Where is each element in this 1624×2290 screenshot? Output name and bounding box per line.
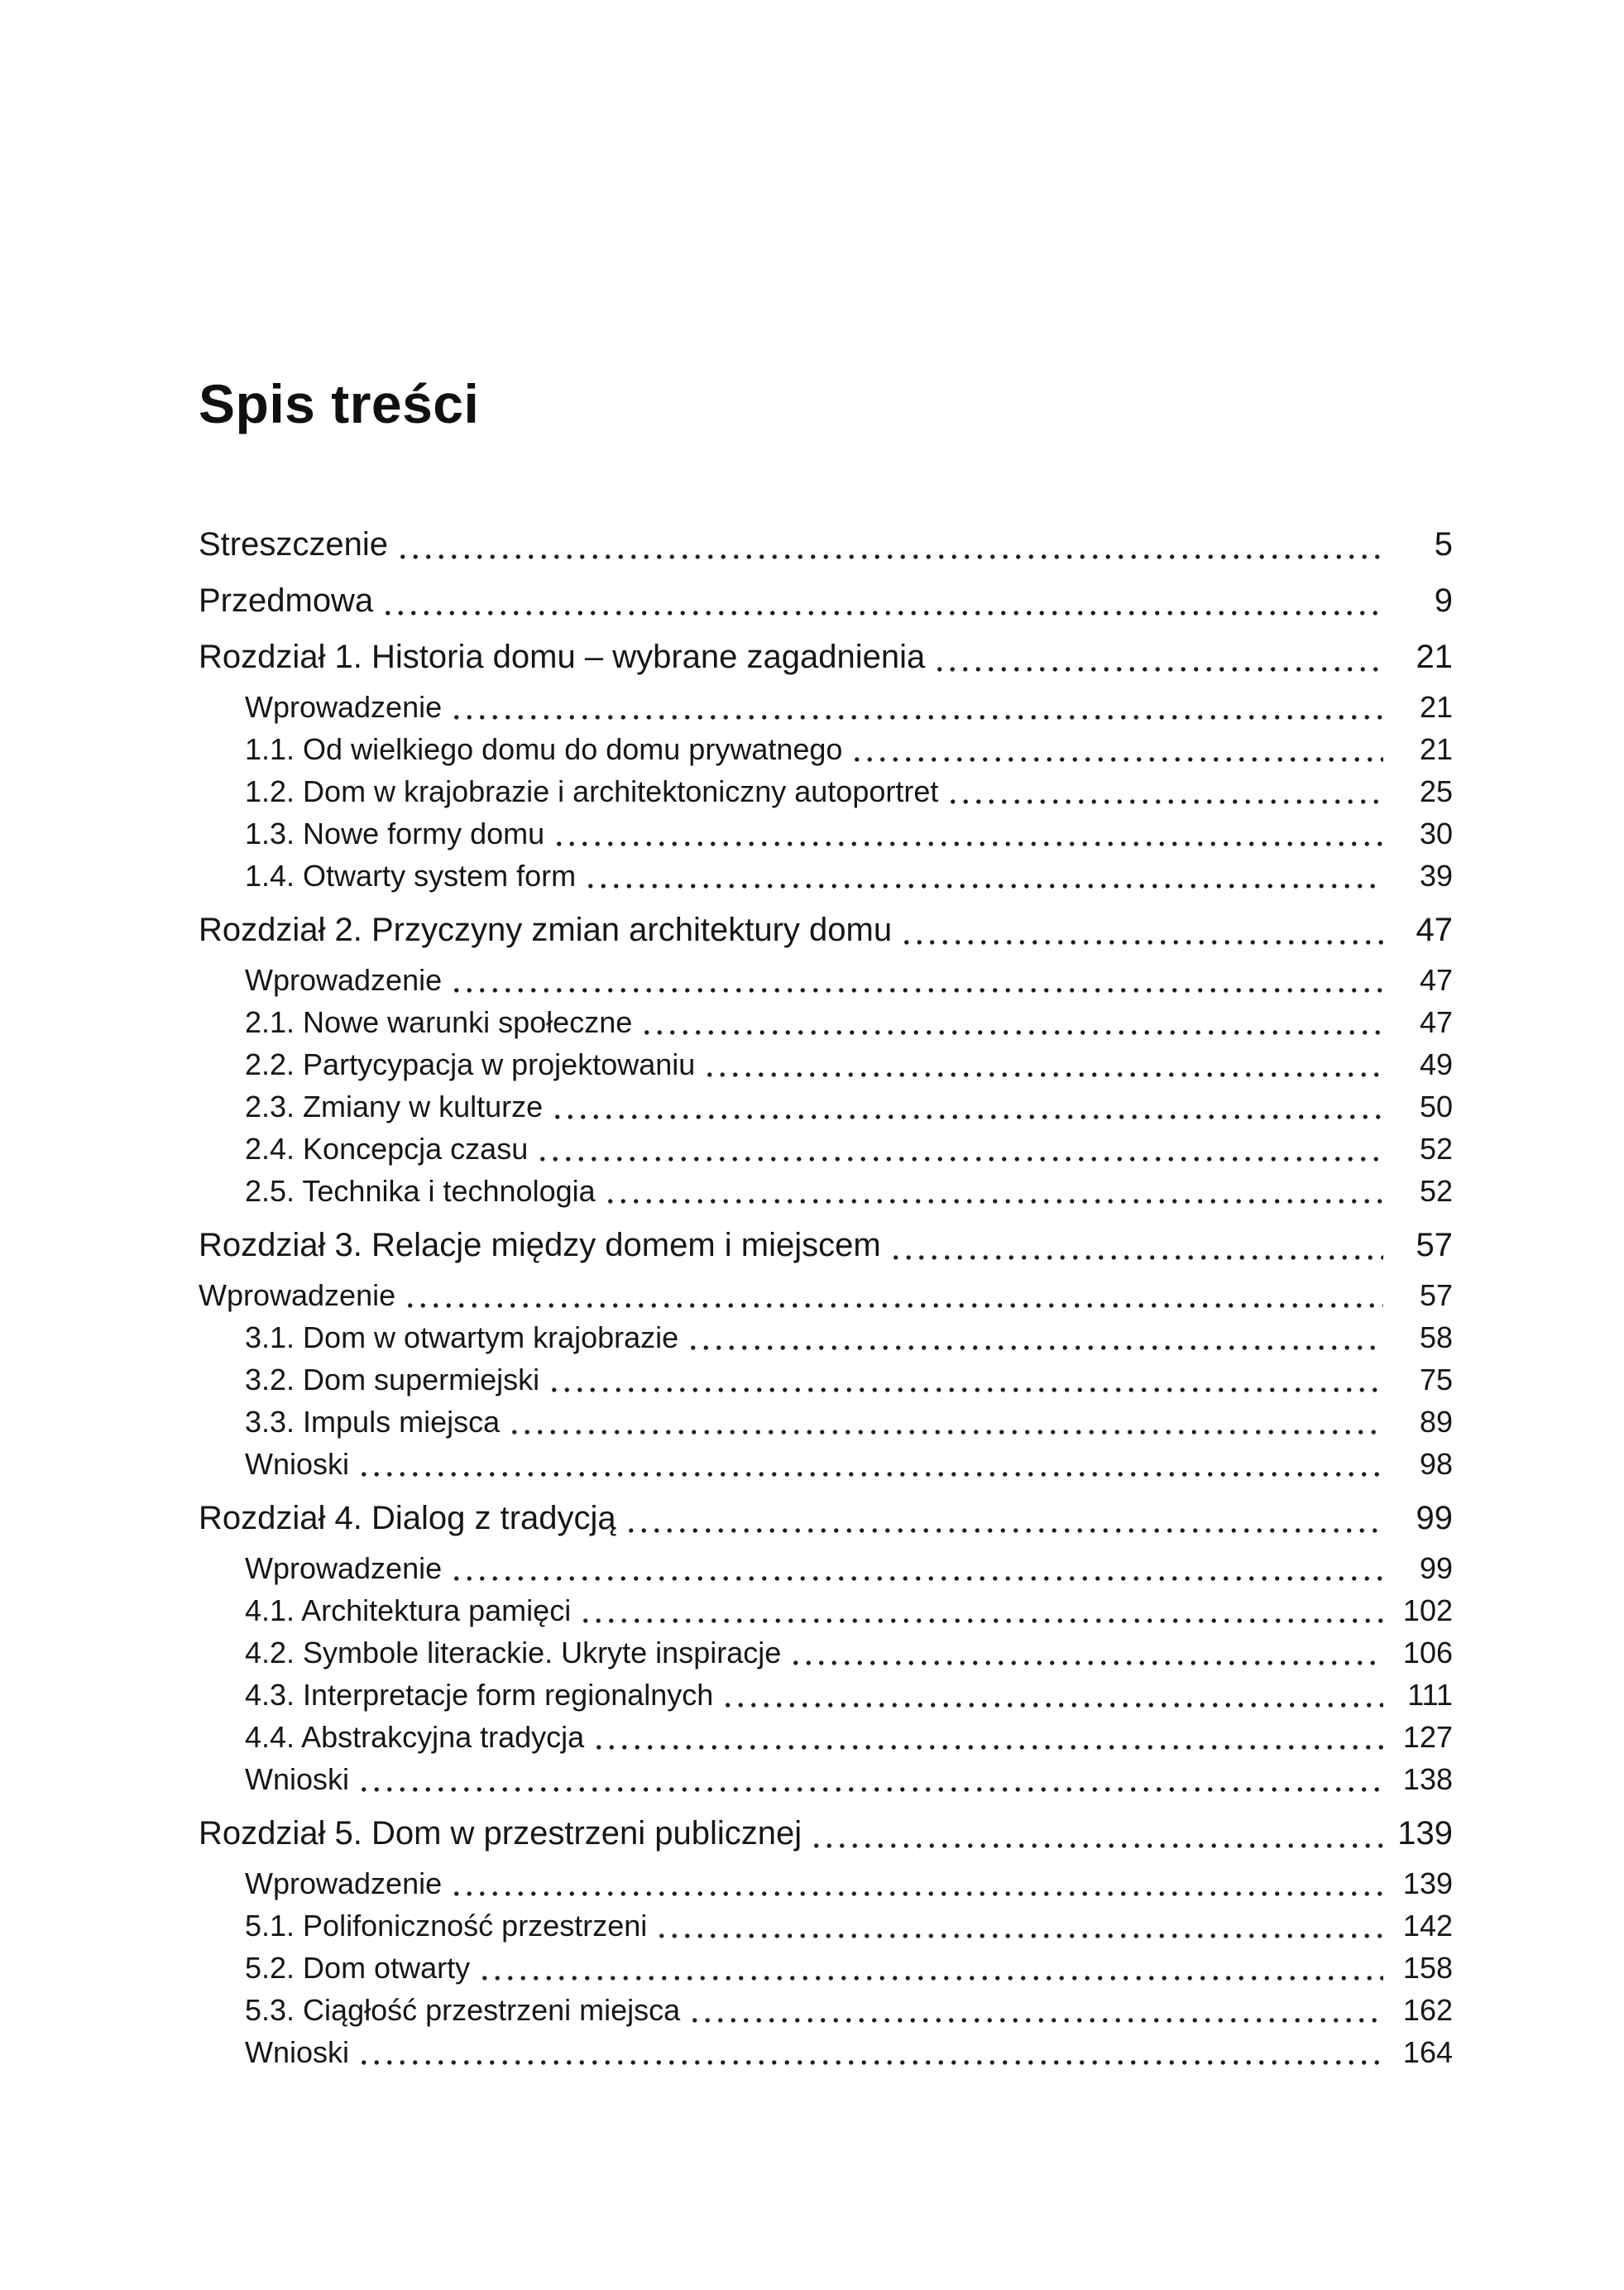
toc-dotted-leader xyxy=(450,1576,1383,1581)
toc-entry-label: Streszczenie xyxy=(199,526,388,563)
toc-dotted-leader xyxy=(703,1072,1383,1077)
toc-entry-page: 49 xyxy=(1419,1047,1453,1081)
toc-entry-page: 39 xyxy=(1419,859,1453,893)
toc-entry xyxy=(199,1589,1453,1631)
toc-dotted-leader xyxy=(625,1528,1383,1533)
toc-entry xyxy=(199,1989,1453,2031)
toc-entry xyxy=(199,1316,1453,1358)
toc-entry xyxy=(199,855,1453,897)
toc-entry-label: Wprowadzenie xyxy=(245,963,443,997)
toc-entry xyxy=(199,1128,1453,1170)
toc-dotted-leader xyxy=(850,757,1383,762)
toc-entry-page: 25 xyxy=(1419,774,1453,808)
toc-entry-label: 1.1. Od wielkiego domu do domu prywatnego xyxy=(245,732,843,766)
toc-entry-page: 21 xyxy=(1416,639,1453,675)
toc-dotted-leader xyxy=(721,1703,1383,1708)
toc-entry-page: 5 xyxy=(1434,526,1453,563)
toc-dotted-leader xyxy=(357,1472,1383,1477)
toc-entry-page: 89 xyxy=(1419,1405,1453,1439)
toc-entry-label: 4.1. Architektura pamięci xyxy=(245,1593,572,1627)
toc-entry-page: 162 xyxy=(1402,1993,1453,2027)
toc-entry-label: Rozdział 3. Relacje między domem i miejscem xyxy=(199,1227,881,1263)
toc-entry-label: 3.2. Dom supermiejski xyxy=(245,1363,540,1397)
toc-entry-label: 4.2. Symbole literackie. Ukryte inspiracje xyxy=(245,1636,782,1670)
toc-entry xyxy=(199,1631,1453,1674)
toc-entry-page: 98 xyxy=(1419,1447,1453,1481)
toc-entry-label: 2.2. Partycypacja w projektowaniu xyxy=(245,1047,696,1081)
toc-entry xyxy=(199,577,1453,624)
toc-dotted-leader xyxy=(584,884,1383,889)
toc-dotted-leader xyxy=(404,1303,1383,1308)
toc-entry xyxy=(199,1810,1453,1856)
toc-dotted-leader xyxy=(889,1255,1383,1260)
toc-entry-page: 9 xyxy=(1434,582,1453,619)
toc-dotted-leader xyxy=(933,667,1383,672)
toc-entry-page: 158 xyxy=(1402,1951,1453,1985)
toc-entry-page: 138 xyxy=(1402,1762,1453,1796)
toc-entry-label: Wprowadzenie xyxy=(245,1866,443,1900)
toc-entry-label: Rozdział 2. Przyczyny zmian architektury domu xyxy=(199,912,893,948)
toc-dotted-leader xyxy=(592,1745,1383,1750)
toc-dotted-leader xyxy=(381,611,1383,616)
toc-entry-label: 1.3. Nowe formy domu xyxy=(245,817,545,850)
toc-entry-label: Rozdział 1. Historia domu – wybrane zagadnienia xyxy=(199,639,926,675)
toc-entry-page: 164 xyxy=(1402,2035,1453,2069)
toc-entry-page: 142 xyxy=(1402,1909,1453,1943)
toc-dotted-leader xyxy=(687,1345,1383,1350)
toc-dotted-leader xyxy=(655,1933,1383,1938)
document-page xyxy=(199,372,1453,2073)
toc-entry-page: 21 xyxy=(1419,732,1453,766)
toc-entry-page: 52 xyxy=(1419,1132,1453,1166)
toc-entry-label: 5.2. Dom otwarty xyxy=(245,1951,471,1985)
toc-entry-page: 75 xyxy=(1419,1363,1453,1397)
toc-dotted-leader xyxy=(450,715,1383,720)
toc-dotted-leader xyxy=(579,1618,1383,1623)
toc-entry-page: 102 xyxy=(1402,1593,1453,1627)
toc-entry-label: 1.2. Dom w krajobrazie i architektoniczny autoportret xyxy=(245,774,939,808)
toc-entry-label: 2.1. Nowe warunki społeczne xyxy=(245,1005,633,1039)
toc-entry-label: Wnioski xyxy=(245,1762,350,1796)
toc-entry xyxy=(199,521,1453,568)
toc-entry-page: 50 xyxy=(1419,1090,1453,1123)
toc-entry-label: Wnioski xyxy=(245,2035,350,2069)
toc-entry-page: 47 xyxy=(1419,963,1453,997)
toc-entry xyxy=(199,1401,1453,1443)
toc-dotted-leader xyxy=(810,1843,1383,1848)
toc-dotted-leader xyxy=(551,1114,1383,1119)
toc-entry-page: 139 xyxy=(1402,1866,1453,1900)
toc-entry xyxy=(199,1716,1453,1758)
page-title: Spis treści xyxy=(199,373,480,434)
toc-entry xyxy=(199,1085,1453,1128)
toc-entry xyxy=(199,1222,1453,1268)
toc-entry-label: 3.1. Dom w otwartym krajobrazie xyxy=(245,1320,679,1354)
toc-entry xyxy=(199,770,1453,812)
toc-entry xyxy=(199,1358,1453,1401)
toc-dotted-leader xyxy=(357,1787,1383,1792)
toc-entry-label: 1.4. Otwarty system form xyxy=(245,859,577,893)
toc-entry xyxy=(199,1758,1453,1800)
toc-dotted-leader xyxy=(688,2018,1383,2023)
toc-dotted-leader xyxy=(789,1660,1383,1665)
toc-entry xyxy=(199,1274,1453,1316)
toc-entry xyxy=(199,959,1453,1001)
toc-entry-page: 57 xyxy=(1419,1278,1453,1312)
toc-entry-page: 99 xyxy=(1416,1500,1453,1536)
toc-entry xyxy=(199,1443,1453,1485)
toc-dotted-leader xyxy=(548,1387,1383,1392)
toc-entry xyxy=(199,1674,1453,1716)
toc-dotted-leader xyxy=(604,1199,1383,1204)
toc-entry-label: 4.3. Interpretacje form regionalnych xyxy=(245,1678,714,1712)
toc-entry-page: 47 xyxy=(1419,1005,1453,1039)
toc-entry-label: 4.4. Abstrakcyjna tradycja xyxy=(245,1720,585,1754)
toc-entry-label: 2.5. Technika i technologia xyxy=(245,1174,596,1208)
toc-dotted-leader xyxy=(357,2060,1383,2065)
toc-entry xyxy=(199,728,1453,770)
toc-entry-label: Rozdział 5. Dom w przestrzeni publicznej xyxy=(199,1815,802,1852)
toc-entry-page: 99 xyxy=(1419,1551,1453,1585)
toc-entry-label: 5.3. Ciągłość przestrzeni miejsca xyxy=(245,1993,681,2027)
toc-entry-label: Wprowadzenie xyxy=(245,690,443,724)
toc-dotted-leader xyxy=(536,1157,1383,1162)
toc-entry-page: 21 xyxy=(1419,690,1453,724)
toc-entry xyxy=(199,812,1453,855)
toc-dotted-leader xyxy=(900,940,1383,945)
toc-entry-label: Rozdział 4. Dialog z tradycją xyxy=(199,1500,616,1536)
toc-dotted-leader xyxy=(640,1030,1383,1035)
toc-dotted-leader xyxy=(450,1891,1383,1896)
toc-dotted-leader xyxy=(450,988,1383,993)
toc-list xyxy=(199,521,1453,2073)
toc-entry xyxy=(199,1547,1453,1589)
toc-entry xyxy=(199,1904,1453,1947)
toc-entry-page: 58 xyxy=(1419,1320,1453,1354)
toc-entry-label: Wprowadzenie xyxy=(245,1551,443,1585)
toc-entry-page: 57 xyxy=(1416,1227,1453,1263)
toc-entry xyxy=(199,1495,1453,1541)
toc-entry-page: 106 xyxy=(1402,1636,1453,1670)
toc-entry-label: Przedmowa xyxy=(199,582,374,619)
toc-dotted-leader xyxy=(553,841,1383,846)
toc-dotted-leader xyxy=(478,1976,1383,1981)
toc-entry xyxy=(199,1862,1453,1904)
toc-entry-label: 2.4. Koncepcja czasu xyxy=(245,1132,529,1166)
toc-entry-label: Wprowadzenie xyxy=(199,1278,396,1312)
toc-entry-page: 52 xyxy=(1419,1174,1453,1208)
toc-entry-label: 3.3. Impuls miejsca xyxy=(245,1405,501,1439)
toc-entry-page: 111 xyxy=(1407,1678,1453,1712)
toc-dotted-leader xyxy=(396,554,1383,559)
toc-entry-label: Wnioski xyxy=(245,1447,350,1481)
toc-entry xyxy=(199,634,1453,680)
toc-entry xyxy=(199,686,1453,728)
toc-entry xyxy=(199,1947,1453,1989)
toc-entry-page: 127 xyxy=(1402,1720,1453,1754)
toc-entry xyxy=(199,2031,1453,2073)
toc-entry-page: 47 xyxy=(1416,912,1453,948)
toc-dotted-leader xyxy=(946,799,1383,804)
toc-entry-label: 5.1. Polifoniczność przestrzeni xyxy=(245,1909,648,1943)
toc-entry-label: 2.3. Zmiany w kulturze xyxy=(245,1090,544,1123)
toc-entry xyxy=(199,1170,1453,1212)
toc-entry-page: 139 xyxy=(1397,1815,1453,1852)
toc-entry xyxy=(199,907,1453,953)
toc-entry-page: 30 xyxy=(1419,817,1453,850)
toc-entry xyxy=(199,1043,1453,1085)
toc-entry xyxy=(199,1001,1453,1043)
toc-dotted-leader xyxy=(508,1430,1383,1435)
